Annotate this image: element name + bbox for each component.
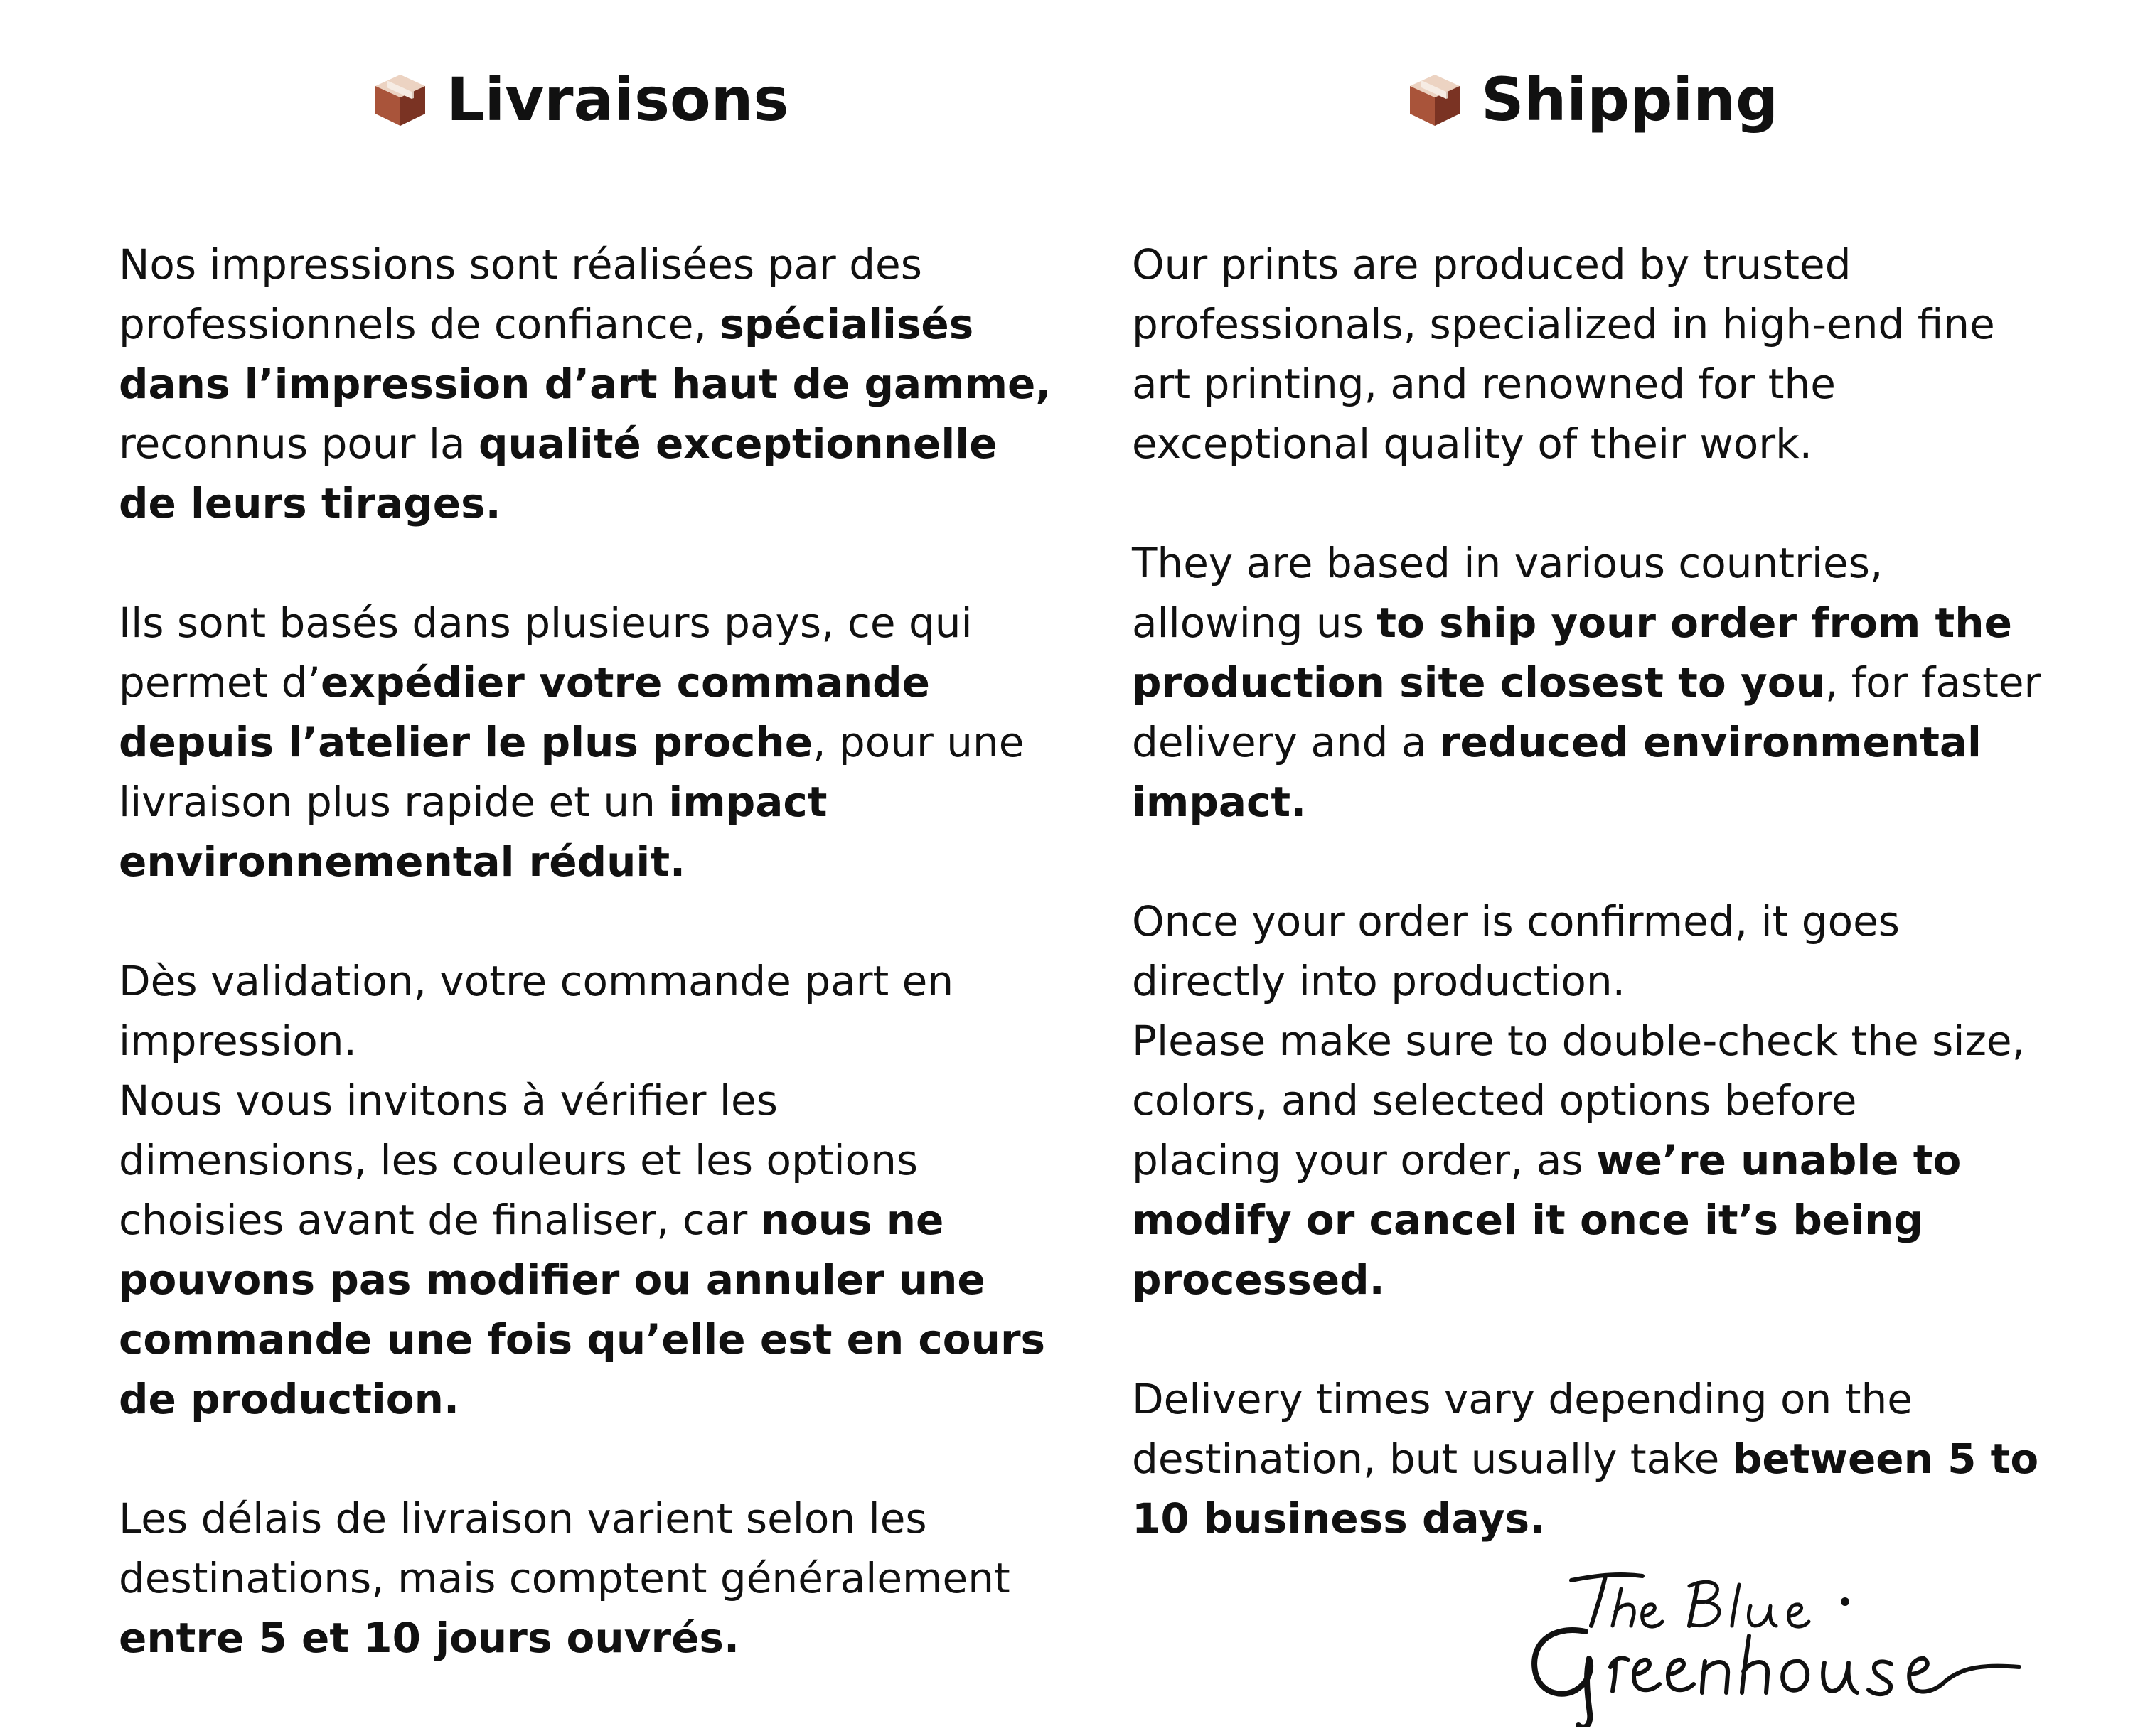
text-line [119, 832, 1051, 891]
text-run: permet d’ [119, 658, 321, 707]
french-heading [371, 65, 789, 134]
text-line [1132, 235, 2041, 294]
text-line [1132, 1429, 2041, 1489]
text-run: livraison plus rapide et un [119, 778, 669, 826]
paragraph-gap [119, 891, 1051, 951]
text-run: professionnels de confiance, [119, 300, 720, 348]
text-run: , for faster [1824, 658, 2041, 707]
text-line [119, 1250, 1051, 1309]
bold-text: expédier votre commande [320, 658, 930, 707]
text-line [119, 1071, 1051, 1130]
bold-text: impact [668, 778, 828, 826]
text-line [119, 712, 1051, 772]
paragraph-gap [1132, 473, 2041, 533]
french-paragraph-2 [119, 593, 1051, 891]
bold-text: production site closest to you [1132, 658, 1825, 707]
text-run: Ils sont basés dans plusieurs pays, ce qui [119, 599, 973, 647]
bold-text: impact. [1132, 778, 1307, 826]
text-run: exceptional quality of their work. [1132, 419, 1813, 468]
text-line [119, 653, 1051, 712]
text-line [119, 473, 1051, 533]
text-run: professionals, specialized in high-end fine [1132, 300, 1995, 348]
bold-text: pouvons pas modifier ou annuler une [119, 1255, 985, 1304]
bold-text: nous ne [760, 1196, 944, 1244]
text-line [1132, 354, 2041, 414]
text-line [119, 1130, 1051, 1190]
bold-text: de production. [119, 1375, 459, 1423]
bold-text: we’re unable to [1596, 1136, 1962, 1184]
text-run: Dès validation, votre commande part en [119, 957, 954, 1005]
text-line [1132, 1369, 2041, 1429]
text-line [1132, 1250, 2041, 1309]
bold-text: commande une fois qu’elle est en cours [119, 1315, 1046, 1363]
english-paragraph-1 [1132, 235, 2041, 473]
french-paragraph-1 [119, 235, 1051, 533]
text-run: placing your order, as [1132, 1136, 1597, 1184]
bold-text: depuis l’atelier le plus proche [119, 718, 813, 766]
text-run: impression. [119, 1017, 357, 1065]
paragraph-gap [1132, 832, 2041, 891]
text-run: , pour une [813, 718, 1025, 766]
text-line [1132, 1190, 2041, 1250]
text-run: Nos impressions sont réalisées par des [119, 240, 922, 289]
text-line [1132, 951, 2041, 1011]
french-title: Livraisons [447, 65, 789, 134]
text-run: Once your order is confirmed, it goes [1132, 897, 1900, 945]
text-run: Nous vous invitons à vérifier les [119, 1076, 778, 1125]
english-title: Shipping [1481, 65, 1779, 134]
text-line [1132, 414, 2041, 473]
text-run: reconnus pour la [119, 419, 479, 468]
text-run: Delivery times vary depending on the [1132, 1375, 1913, 1423]
text-line [1132, 772, 2041, 832]
bold-text: between 5 to [1732, 1435, 2039, 1483]
text-run: destinations, mais comptent généralement [119, 1554, 1010, 1602]
text-line [119, 1309, 1051, 1369]
bold-text: to ship your order from the [1376, 599, 2012, 647]
english-body [1132, 235, 2041, 1548]
text-line [119, 235, 1051, 294]
text-run: Our prints are produced by trusted [1132, 240, 1851, 289]
text-run: allowing us [1132, 599, 1377, 647]
bold-text: de leurs tirages. [119, 479, 501, 527]
text-line [1132, 1130, 2041, 1190]
paragraph-gap [119, 533, 1051, 593]
french-paragraph-4 [119, 1489, 1051, 1668]
text-line [1132, 891, 2041, 951]
text-run: They are based in various countries, [1132, 539, 1883, 587]
text-line [119, 1190, 1051, 1250]
text-line [119, 1489, 1051, 1548]
french-paragraph-3 [119, 951, 1051, 1429]
text-line [119, 951, 1051, 1011]
text-line [119, 1011, 1051, 1071]
package-box-icon [371, 70, 429, 129]
text-line [1132, 294, 2041, 354]
text-line [1132, 1071, 2041, 1130]
bold-text: dans l’impression d’art haut de gamme, [119, 360, 1052, 408]
english-paragraph-2 [1132, 533, 2041, 832]
text-line [119, 354, 1051, 414]
text-line [1132, 593, 2041, 653]
text-run: delivery and a [1132, 718, 1440, 766]
bold-text: qualité exceptionnelle [479, 419, 998, 468]
bold-text: entre 5 et 10 jours ouvrés. [119, 1614, 739, 1662]
bold-text: spécialisés [720, 300, 974, 348]
text-line [119, 294, 1051, 354]
bold-text: processed. [1132, 1255, 1385, 1304]
text-run: directly into production. [1132, 957, 1626, 1005]
paragraph-gap [1132, 1309, 2041, 1369]
text-line [119, 1608, 1051, 1668]
english-paragraph-3 [1132, 891, 2041, 1309]
text-line [1132, 533, 2041, 593]
text-line [119, 772, 1051, 832]
text-line [119, 593, 1051, 653]
package-box-icon [1406, 70, 1464, 129]
text-line [1132, 653, 2041, 712]
text-run: choisies avant de finaliser, car [119, 1196, 761, 1244]
paragraph-gap [119, 1429, 1051, 1489]
english-heading [1406, 65, 1779, 134]
text-line [1132, 712, 2041, 772]
text-line [1132, 1489, 2041, 1548]
text-run: art printing, and renowned for the [1132, 360, 1836, 408]
text-run: destination, but usually take [1132, 1435, 1733, 1483]
text-run: colors, and selected options before [1132, 1076, 1857, 1125]
bold-text: 10 business days. [1132, 1494, 1546, 1543]
english-paragraph-4 [1132, 1369, 2041, 1548]
text-run: dimensions, les couleurs et les options [119, 1136, 919, 1184]
bold-text: reduced environmental [1439, 718, 1982, 766]
bold-text: modify or cancel it once it’s being [1132, 1196, 1923, 1244]
text-line [119, 1548, 1051, 1608]
french-body [119, 235, 1051, 1668]
text-run: Please make sure to double-check the size, [1132, 1017, 2026, 1065]
brand-signature-logo [1522, 1568, 2033, 1727]
text-line [1132, 1011, 2041, 1071]
text-run: Les délais de livraison varient selon les [119, 1494, 927, 1543]
bold-text: environnemental réduit. [119, 837, 686, 886]
text-line [119, 1369, 1051, 1429]
text-line [119, 414, 1051, 473]
